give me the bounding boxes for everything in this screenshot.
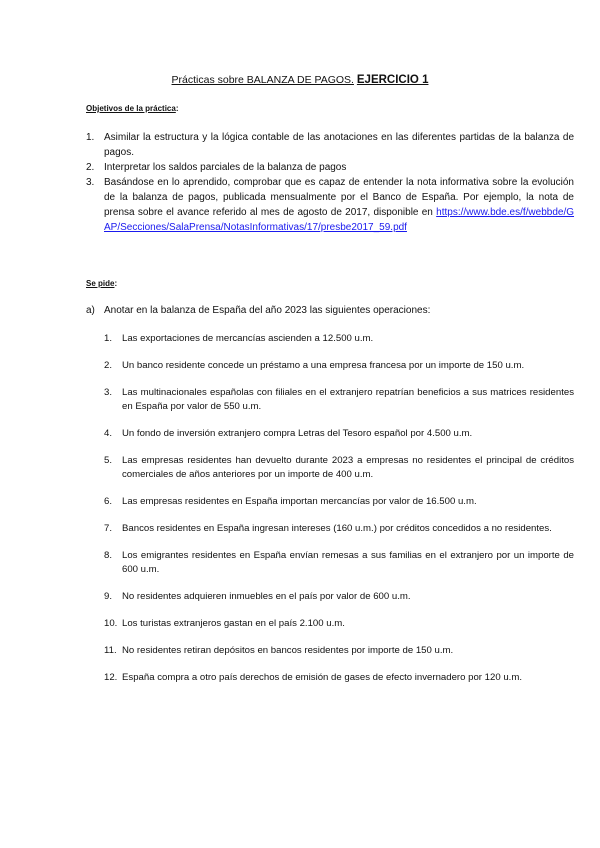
- operation-item: 6. Las empresas residentes en España importan mercancías por valor de 16.500 u.m.: [104, 496, 477, 507]
- objective-item: 3. Basándose en lo aprendido, comprobar que es capaz de entender la nota informativa sobre la evolución de la balanza de pagos, publicada mensualmente por el Banco de España. Por ejemplo, la nota de prensa sobre el avance referido al mes de agosto de 2017, disponible en https://www.bde.es/f/webbde/GAP/Secciones/SalaPrensa/NotasInformativas/17/presbe2017_59.pdf: [86, 177, 575, 233]
- operation-item: 8. Los emigrantes residentes en España envían remesas a sus familias en el extranjero por un importe de 600 u.m.: [104, 550, 574, 575]
- operation-item: 9. No residentes adquieren inmuebles en el país por valor de 600 u.m.: [104, 591, 411, 602]
- operation-item: 10. Los turistas extranjeros gastan en el país 2.100 u.m.: [104, 618, 345, 629]
- operation-item: 1. Las exportaciones de mercancías ascienden a 12.500 u.m.: [104, 333, 374, 344]
- press-note-link[interactable]: https://www.bde.es/f/webbde/GAP/Secciones/SalaPrensa/NotasInformativas/17/presbe2017_59.pdf: [104, 207, 575, 233]
- operation-item: 2. Un banco residente concede un préstamo a una empresa francesa por un importe de 150 u.m.: [104, 360, 525, 371]
- objective-item: 1. Asimilar la estructura y la lógica contable de las anotaciones en las diferentes partidas de la balanza de pagos.: [86, 132, 574, 158]
- operation-item: 4. Un fondo de inversión extranjero compra Letras del Tesoro español por 4.500 u.m.: [104, 428, 473, 439]
- objectives-list: [86, 130, 574, 235]
- objectives-heading: Objetivos de la práctica:: [86, 104, 179, 113]
- operations-list: [104, 332, 574, 698]
- title-main: Prácticas sobre BALANZA DE PAGOS.: [171, 74, 354, 86]
- task-a: a) Anotar en la balanza de España del año 2023 las siguientes operaciones:: [86, 305, 431, 316]
- operation-item: 7. Bancos residentes en España ingresan intereses (160 u.m.) por créditos concedidos a no residentes.: [104, 523, 552, 534]
- operation-item: 3. Las multinacionales españolas con filiales en el extranjero repatrían beneficios a sus matrices residentes en España por valor de 550 u.m.: [104, 387, 574, 412]
- task-heading: Se pide:: [86, 279, 118, 288]
- title-exercise: EJERCICIO 1: [356, 74, 429, 86]
- operation-item: 12. España compra a otro país derechos de emisión de gases de efecto invernadero por 120 u.m.: [104, 672, 522, 683]
- objective-item: 2. Interpretar los saldos parciales de la balanza de pagos: [86, 162, 347, 173]
- operation-item: 5. Las empresas residentes han devuelto durante 2023 a empresas no residentes el principal de créditos comerciales de años anteriores por un importe de 400 u.m.: [104, 455, 574, 480]
- operation-item: 11. No residentes retiran depósitos en bancos residentes por importe de 150 u.m.: [104, 645, 454, 656]
- page-title: [0, 74, 600, 86]
